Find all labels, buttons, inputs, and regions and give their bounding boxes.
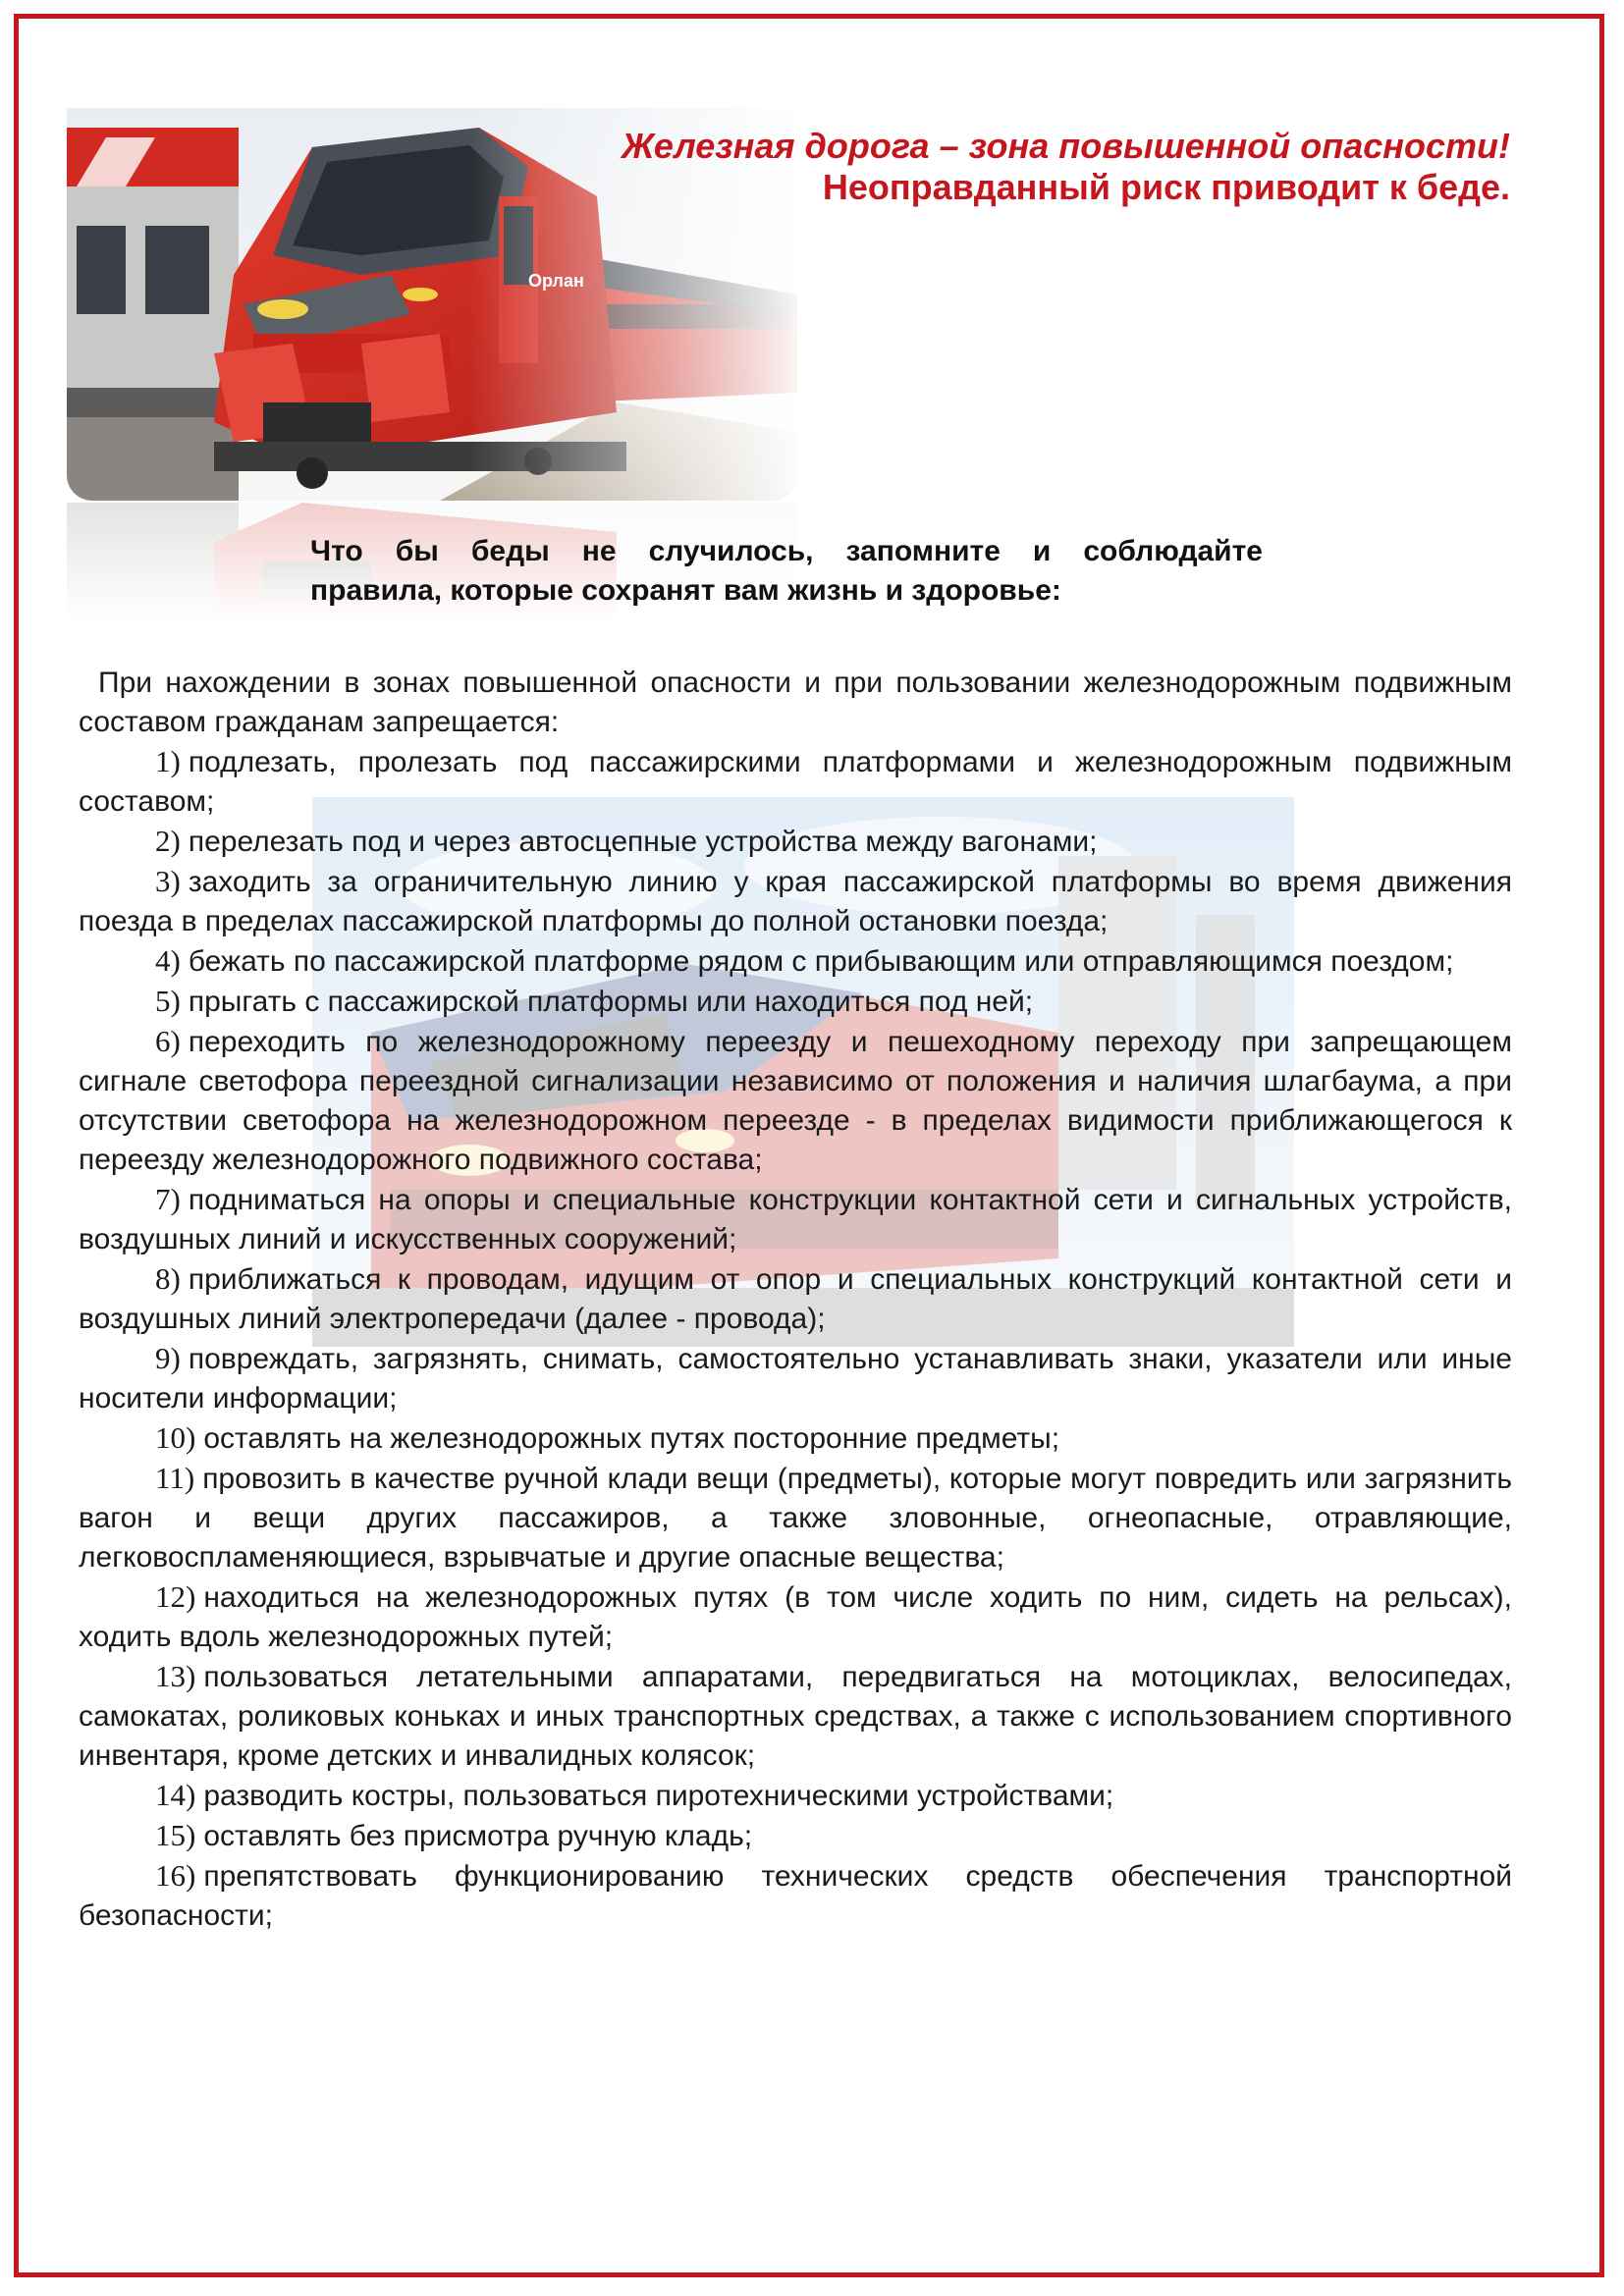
rule-number: 14) — [155, 1778, 196, 1812]
rule-text: препятствовать функционированию технических средств обеспечения транспортной безопасности; — [79, 1860, 1512, 1932]
rule-number: 11) — [155, 1461, 195, 1495]
headline — [622, 126, 1510, 208]
rule-text: заходить за ограничительную линию у края пассажирской платформы во время движения поезда в пределах пассажирской платформы до полной остановки поезда; — [79, 866, 1512, 937]
rule-item — [79, 982, 1512, 1022]
rule-number: 4) — [155, 943, 181, 978]
rule-text: оставлять без присмотра ручную кладь; — [203, 1820, 753, 1852]
rule-item — [79, 1577, 1512, 1657]
rule-item — [79, 1022, 1512, 1180]
rule-item — [79, 862, 1512, 941]
rule-text: находиться на железнодорожных путях (в том числе ходить по ним, сидеть на рельсах), ходить вдоль железнодорожных путей; — [79, 1581, 1512, 1653]
rule-number: 16) — [155, 1858, 196, 1893]
rule-item — [79, 1339, 1512, 1418]
rule-number: 3) — [155, 864, 181, 898]
rule-text: бежать по пассажирской платформе рядом с прибывающим или отправляющимся поездом; — [188, 945, 1454, 978]
rules-list — [79, 742, 1512, 1936]
rule-number: 8) — [155, 1261, 181, 1296]
headline-line-2: Неоправданный риск приводит к беде. — [822, 167, 1510, 207]
rule-number: 2) — [155, 824, 181, 858]
rule-number: 7) — [155, 1182, 181, 1216]
rule-text: подлезать, пролезать под пассажирскими платформами и железнодорожным подвижным составом; — [79, 746, 1512, 818]
rule-item — [79, 1180, 1512, 1259]
headline-line-1: Железная дорога – зона повышенной опасности! — [621, 126, 1510, 166]
rules-section — [79, 664, 1512, 1936]
rule-item — [79, 1459, 1512, 1577]
rule-number: 10) — [155, 1420, 196, 1455]
rule-number: 15) — [155, 1818, 196, 1852]
rule-text: разводить костры, пользоваться пиротехническими устройствами; — [203, 1780, 1114, 1812]
rule-item — [79, 941, 1512, 982]
rule-item — [79, 1259, 1512, 1339]
rule-item — [79, 1816, 1512, 1856]
rule-number: 1) — [155, 744, 181, 778]
rule-number: 12) — [155, 1579, 196, 1614]
rule-item — [79, 1856, 1512, 1936]
rule-text: приближаться к проводам, идущим от опор и специальных конструкций контактной сети и воздушных линий электропередачи (далее - провода); — [79, 1263, 1512, 1335]
rule-text: оставлять на железнодорожных путях посторонние предметы; — [203, 1422, 1060, 1455]
rule-text: переходить по железнодорожному переезду и пешеходному переходу при запрещающем сигнале светофора переездной сигнализации независимо от положения и наличия шлагбаума, а при отсутствии светофора на железнодорожном переезде - в пределах видимости приближающегося к переезду железнодорожного подвижного состава; — [79, 1026, 1512, 1176]
intro-line-2: правила, которые сохранят вам жизнь и здоровье: — [310, 574, 1061, 607]
intro-line-1: Что бы беды не случилось, запомните и соблюдайте — [310, 535, 1263, 567]
rule-text: пользоваться летательными аппаратами, передвигаться на мотоциклах, велосипедах, самокатах, роликовых коньках и иных транспортных средствах, а также с использованием спортивного инвентаря, кроме детских и инвалидных колясок; — [79, 1661, 1512, 1772]
lead-paragraph: При нахождении в зонах повышенной опасности и при пользовании железнодорожным подвижным составом гражданам запрещается: — [79, 667, 1512, 738]
rule-text: повреждать, загрязнять, снимать, самостоятельно устанавливать знаки, указатели или иные носители информации; — [79, 1343, 1512, 1415]
rule-number: 6) — [155, 1024, 181, 1058]
rule-item — [79, 1418, 1512, 1459]
rule-text: провозить в качестве ручной клади вещи (предметы), которые могут повредить или загрязнить вагон и вещи других пассажиров, а также зловонные, огнеопасные, отравляющие, легковоспламеняющиеся, взрывчатые и другие опасные вещества; — [79, 1463, 1512, 1574]
rule-item — [79, 822, 1512, 862]
rule-text: перелезать под и через автосцепные устройства между вагонами; — [188, 826, 1098, 858]
rule-number: 5) — [155, 984, 181, 1018]
rule-item — [79, 742, 1512, 822]
rule-item — [79, 1776, 1512, 1816]
rule-number: 9) — [155, 1341, 181, 1375]
rule-text: подниматься на опоры и специальные конструкции контактной сети и сигнальных устройств, воздушных линий и искусственных сооружений; — [79, 1184, 1512, 1255]
rule-item — [79, 1657, 1512, 1776]
rule-text: прыгать с пассажирской платформы или находиться под ней; — [188, 986, 1034, 1018]
intro-text — [310, 532, 1263, 611]
rule-number: 13) — [155, 1659, 196, 1693]
